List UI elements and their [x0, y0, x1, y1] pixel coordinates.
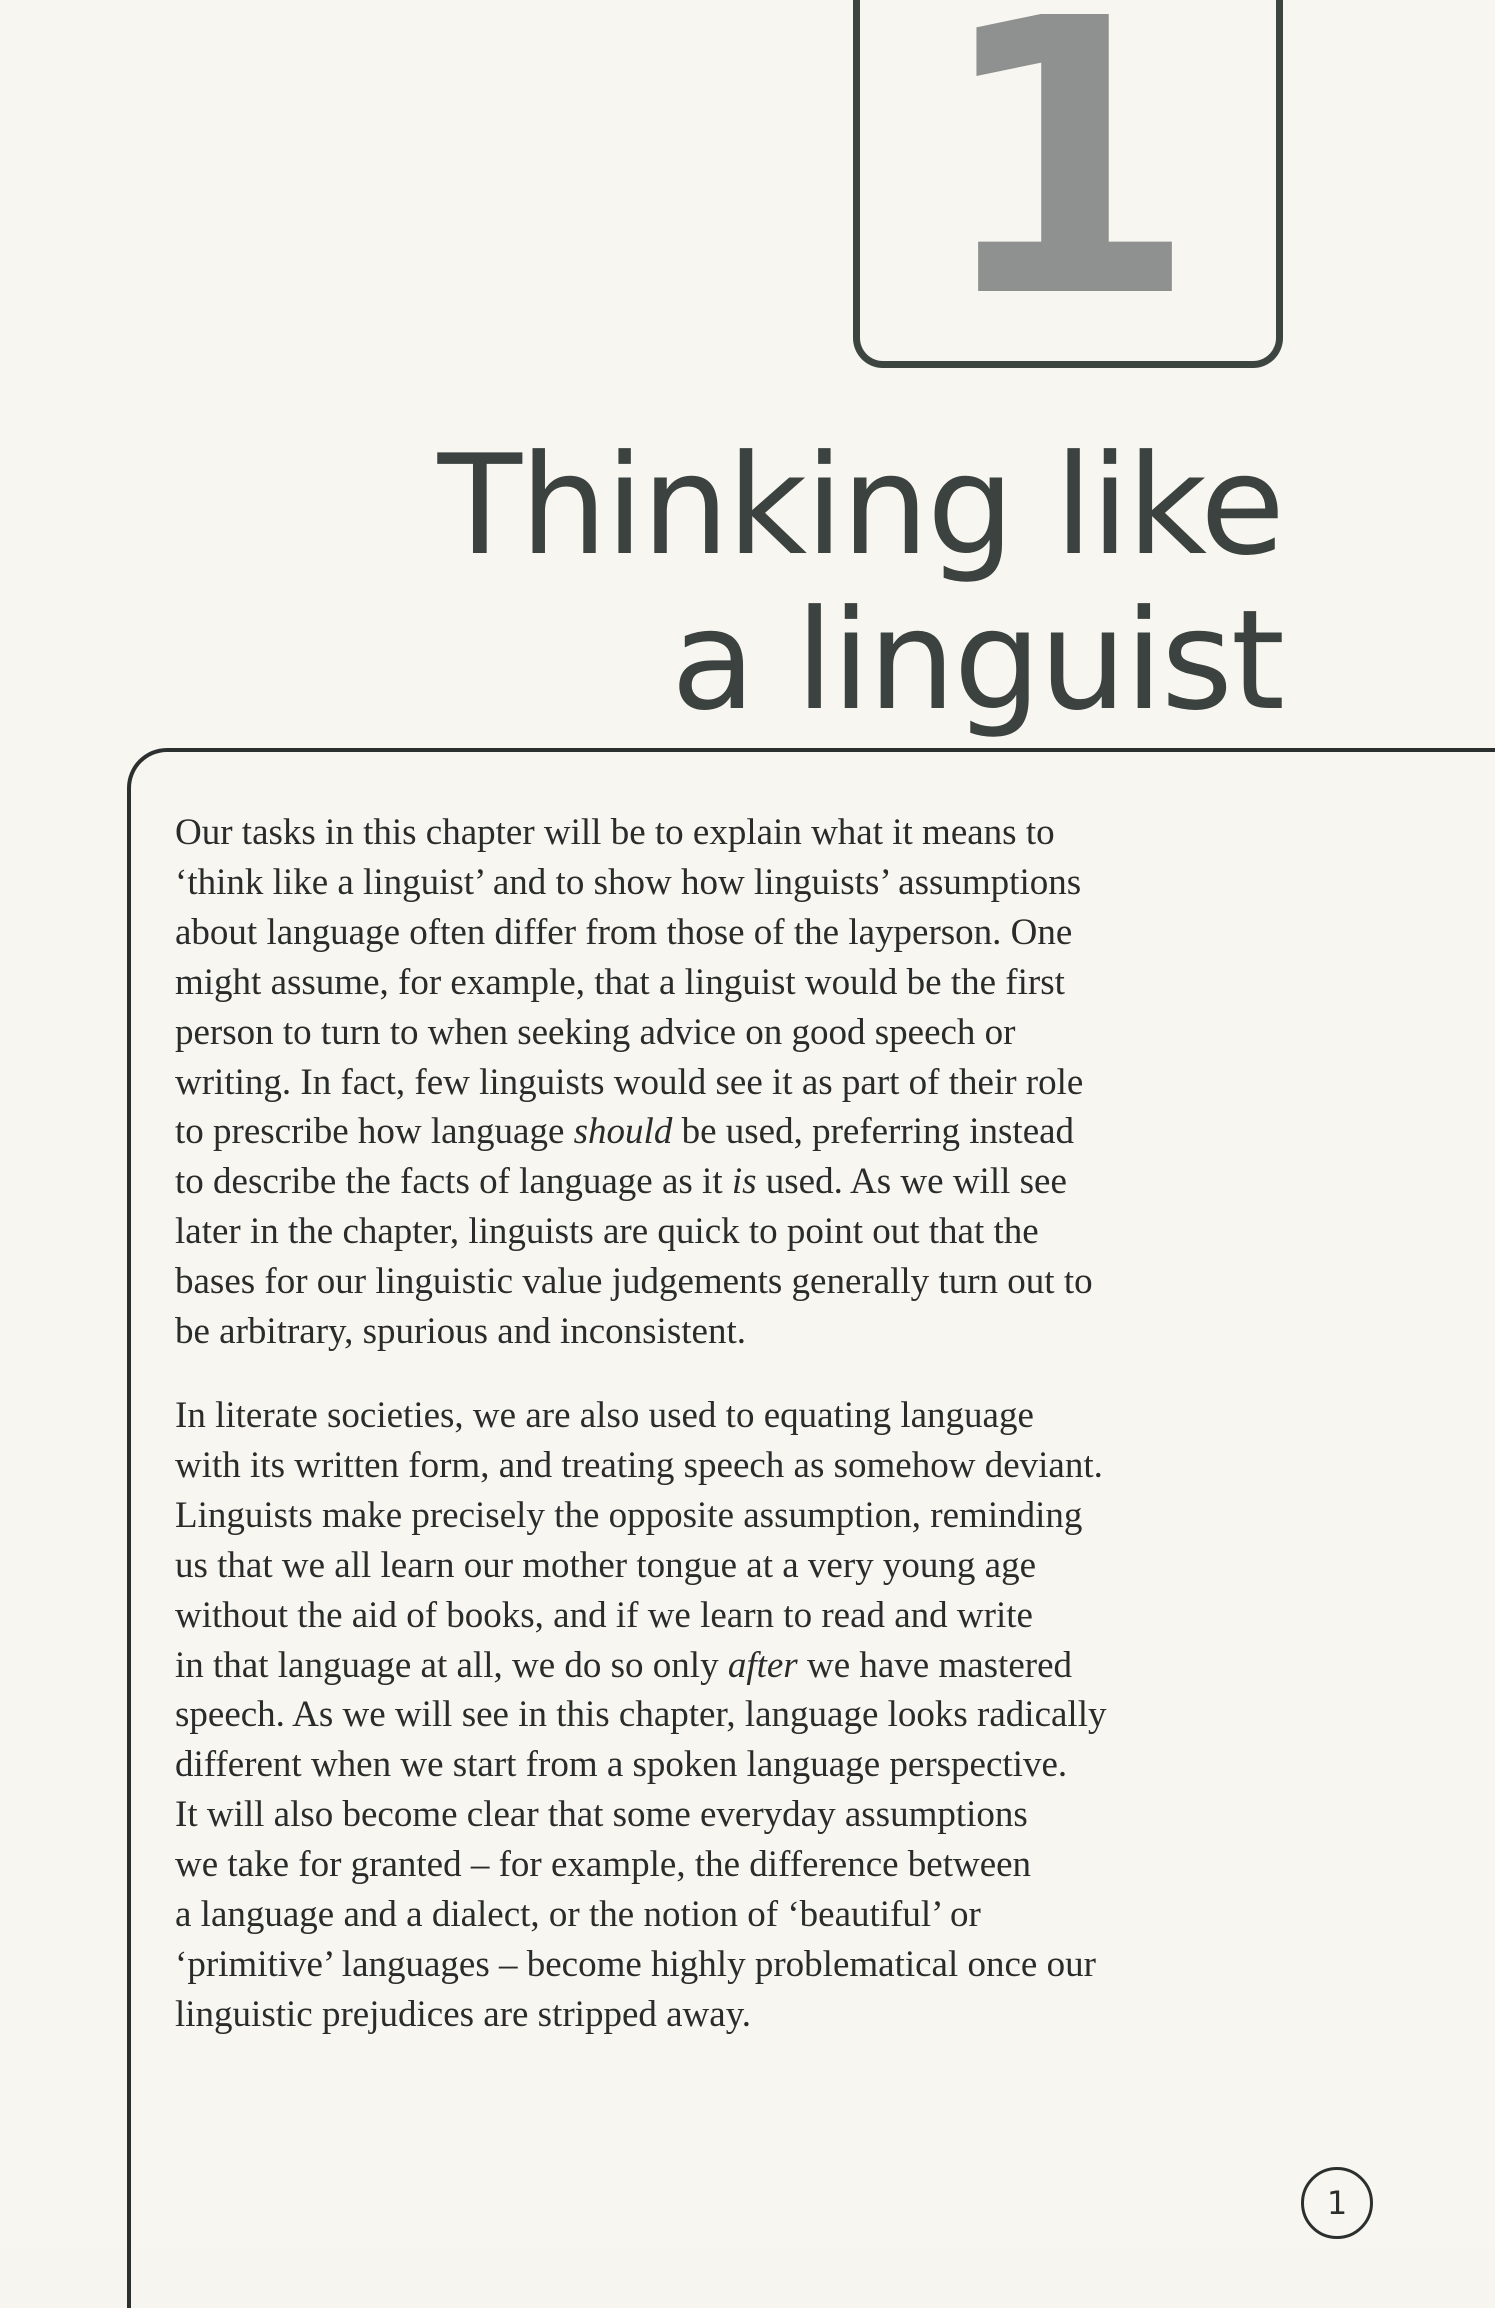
text-line: bases for our linguistic value judgements generally turn out to: [175, 1261, 1093, 1303]
text-line: later in the chapter, linguists are quick to point out that the: [175, 1211, 1039, 1253]
text-line: It will also become clear that some everyday assumptions: [175, 1794, 1028, 1836]
text-segment: be used, preferring instead: [672, 1111, 1075, 1153]
text-line: In literate societies, we are also used to equating language: [175, 1394, 1034, 1436]
text-line: Linguists make precisely the opposite assumption, reminding: [175, 1494, 1083, 1536]
text-line: Our tasks in this chapter will be to explain what it means to: [175, 812, 1055, 853]
text-line: different when we start from a spoken language perspective.: [175, 1744, 1068, 1786]
text-line: linguistic prejudices are stripped away.: [175, 1993, 752, 2035]
text-line: [175, 1157, 1295, 1207]
text-line: writing. In fact, few linguists would see it as part of their role: [175, 1061, 1084, 1103]
paragraph-1: [175, 808, 1295, 1357]
text-segment: used. As we will see: [756, 1161, 1067, 1203]
text-line: [175, 1107, 1295, 1157]
text-line: speech. As we will see in this chapter, language looks radically: [175, 1694, 1107, 1736]
chapter-title-line-2: a linguist: [671, 580, 1283, 741]
text-line: without the aid of books, and if we learn to read and write: [175, 1594, 1033, 1636]
chapter-number: 1: [933, 0, 1188, 381]
text-line: us that we all learn our mother tongue at a very young age: [175, 1544, 1036, 1586]
text-line: ‘primitive’ languages – become highly problematical once our: [175, 1943, 1096, 1985]
text-line: with its written form, and treating speech as somehow deviant.: [175, 1444, 1103, 1486]
text-segment: to prescribe how language: [175, 1111, 574, 1153]
paragraph-2: [175, 1391, 1295, 2040]
text-line: person to turn to when seeking advice on good speech or: [175, 1011, 1016, 1053]
text-segment: to describe the facts of language as it: [175, 1161, 732, 1203]
chapter-introduction: [175, 808, 1295, 2074]
text-line: might assume, for example, that a linguist would be the first: [175, 961, 1065, 1003]
text-line: be arbitrary, spurious and inconsistent.: [175, 1311, 746, 1353]
emphasis-after: after: [727, 1644, 798, 1686]
text-line: about language often differ from those of the layperson. One: [175, 911, 1073, 953]
emphasis-should: should: [573, 1111, 673, 1153]
text-line: we take for granted – for example, the difference between: [175, 1844, 1032, 1886]
text-segment: in that language at all, we do so only: [175, 1644, 728, 1686]
text-line: a language and a dialect, or the notion of ‘beautiful’ or: [175, 1894, 981, 1936]
page-number: 1: [1301, 2167, 1373, 2239]
chapter-title-line-1: Thinking like: [437, 425, 1283, 586]
text-segment: we have mastered: [797, 1644, 1073, 1686]
text-line: ‘think like a linguist’ and to show how linguists’ assumptions: [175, 861, 1082, 903]
text-line: [175, 1641, 1295, 1691]
emphasis-is: is: [731, 1161, 757, 1203]
chapter-title: [437, 425, 1283, 741]
chapter-number-box: [853, 0, 1283, 381]
